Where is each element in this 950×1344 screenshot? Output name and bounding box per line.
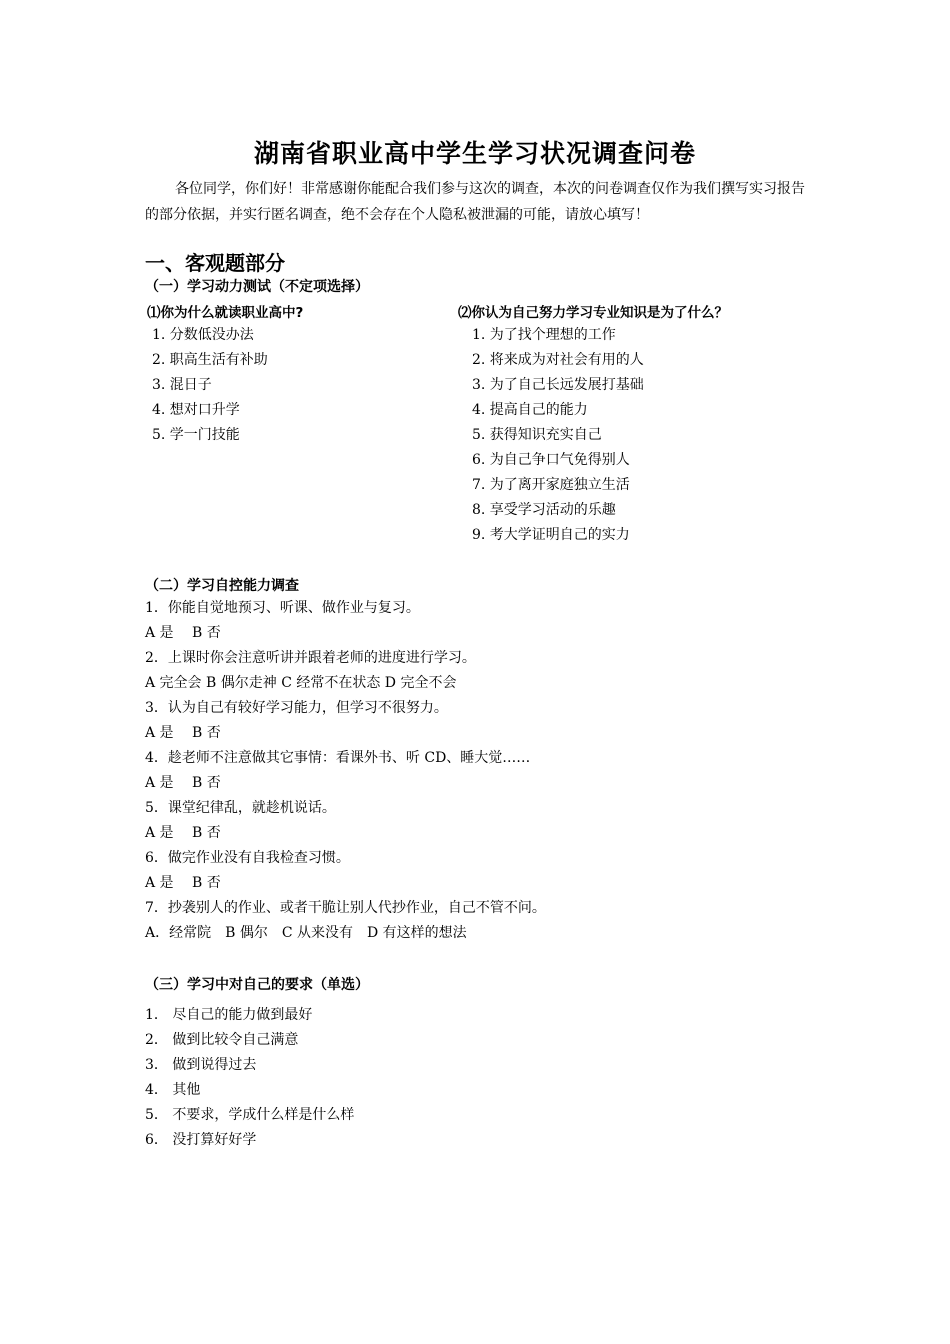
page-title: 湖南省职业高中学生学习状况调查问卷 [253,139,696,168]
answer-options-line: A 是 B 否 [145,625,221,641]
part2-questions [145,596,546,946]
option-item: 3. 为了自己长远发展打基础 [472,377,644,393]
question-line: 5．课堂纪律乱，就趁机说话。 [145,800,336,816]
option-item: 3． 做到说得过去 [145,1057,257,1073]
answer-options-line: A 是 B 否 [145,875,221,891]
q1-options [152,323,268,448]
option-item: 4. 提高自己的能力 [472,402,588,418]
answer-options-line: A 是 B 否 [145,825,221,841]
question-line: 2．上课时你会注意听讲并跟着老师的进度进行学习。 [145,650,476,666]
option-item: 5． 不要求，学成什么样是什么样 [145,1107,355,1123]
option-item: 2. 将来成为对社会有用的人 [472,352,644,368]
answer-options-line: A 完全会 B 偶尔走神 C 经常不在状态 D 完全不会 [145,675,457,691]
part3-options [145,1003,354,1153]
question-line: 1．你能自觉地预习、听课、做作业与复习。 [145,600,420,616]
option-item: 7. 为了离开家庭独立生活 [472,477,630,493]
option-item: 2. 职高生活有补助 [152,352,268,368]
part2-heading: （二）学习自控能力调查 [145,578,299,594]
option-item: 4. 想对口升学 [152,402,240,418]
option-item: 3. 混日子 [152,377,212,393]
section-heading-objective: 一、客观题部分 [145,251,285,275]
q1-question: ⑴你为什么就读职业高中? [147,305,304,321]
option-item: 1. 分数低没办法 [152,327,254,343]
answer-options-line: A．经常院 B 偶尔 C 从来没有 D 有这样的想法 [145,925,467,941]
option-item: 2． 做到比较令自己满意 [145,1032,299,1048]
option-item: 5. 获得知识充实自己 [472,427,602,443]
q2-question: ⑵你认为自己努力学习专业知识是为了什么？ [458,305,728,321]
option-item: 9. 考大学证明自己的实力 [472,527,630,543]
intro-paragraph: 各位同学，你们好！非常感谢你能配合我们参与这次的调查，本次的问卷调查仅作为我们撰写实习报告的部分依据，并实行匿名调查，绝不会存在个人隐私被泄漏的可能，请放心填写！ [145,181,805,223]
option-item: 8. 享受学习活动的乐趣 [472,502,616,518]
question-line: 3．认为自己有较好学习能力，但学习不很努力。 [145,700,448,716]
option-item: 6． 没打算好好学 [145,1132,257,1148]
part1-heading: （一）学习动力测试（不定项选择） [145,279,369,295]
answer-options-line: A 是 B 否 [145,775,221,791]
part3-heading: （三）学习中对自己的要求（单选） [145,977,369,993]
question-line: 6．做完作业没有自我检查习惯。 [145,850,350,866]
option-item: 1. 为了找个理想的工作 [472,327,616,343]
q2-options [472,323,644,548]
option-item: 5. 学一门技能 [152,427,240,443]
option-item: 4． 其他 [145,1082,201,1098]
option-item: 1． 尽自己的能力做到最好 [145,1007,313,1023]
answer-options-line: A 是 B 否 [145,725,221,741]
question-line: 7．抄袭别人的作业、或者干脆让别人代抄作业，自己不管不问。 [145,900,546,916]
option-item: 6. 为自己争口气免得别人 [472,452,630,468]
question-line: 4．趁老师不注意做其它事情：看课外书、听 CD、睡大觉…… [145,750,531,766]
